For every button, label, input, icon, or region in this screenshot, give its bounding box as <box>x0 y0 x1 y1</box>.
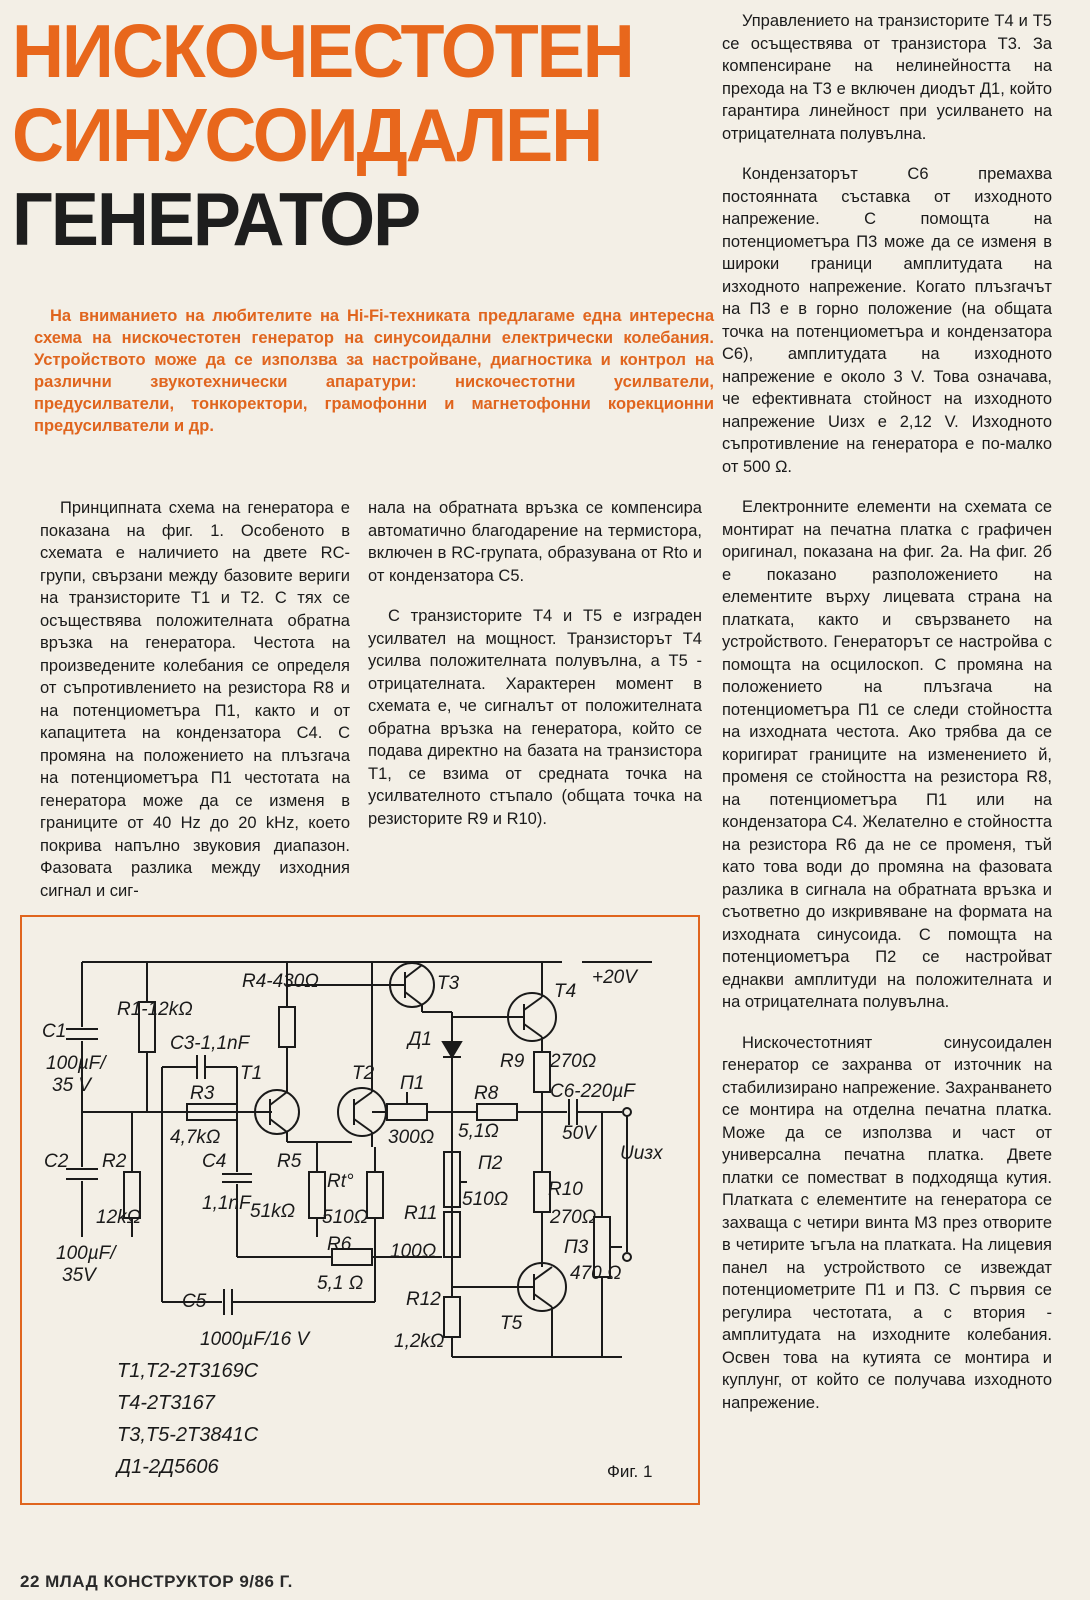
lead-paragraph: На вниманието на любителите на Hi-Fi-техниката предлагаме една интересна схема на нискочестотен генератор на синусоидални електрически колебания. Устройството може да се използва за настройване, диагностика и контрол на различни звукотехнически апаратури: нискочестотни усилватели, предусилватели, тонкоректори, грамофонни и магнетофонни корекционни предусилватели и др. <box>34 307 714 435</box>
label-r11: R11 <box>404 1203 438 1224</box>
label-c1: C1 <box>42 1021 67 1042</box>
label-c2-voltage: 35V <box>62 1265 96 1286</box>
label-r3-value: 4,7kΩ <box>170 1127 221 1148</box>
label-r5: R5 <box>277 1151 302 1172</box>
label-r11-value: 100Ω <box>390 1241 437 1262</box>
label-rt-value: 510Ω <box>322 1207 369 1228</box>
label-r9-value: 270Ω <box>550 1051 597 1072</box>
label-r12-value: 1,2kΩ <box>394 1331 445 1352</box>
label-supply: +20V <box>592 967 637 988</box>
label-p2: П2 <box>478 1153 503 1174</box>
label-r8: R8 <box>474 1083 499 1104</box>
label-c1-value: 100µF/ <box>46 1053 106 1074</box>
text-column-1 <box>40 497 350 920</box>
label-c5: C5 <box>182 1291 207 1312</box>
title-line-1: НИСКОЧЕСТОТЕН <box>12 10 633 94</box>
label-p1: П1 <box>400 1073 425 1094</box>
text-column-3 <box>722 10 1052 1432</box>
label-c3: C3-1,1nF <box>170 1033 250 1054</box>
label-p2-value: 510Ω <box>462 1189 509 1210</box>
label-uout: Uизх <box>620 1143 663 1164</box>
parts-list-item: T3,T5-2T3841C <box>117 1424 259 1446</box>
parts-list <box>115 1360 259 1478</box>
parts-list-item: T4-2T3167 <box>117 1392 215 1414</box>
label-p3: П3 <box>564 1237 589 1258</box>
label-c4: C4 <box>202 1151 227 1172</box>
circuit-figure <box>20 915 700 1505</box>
label-c1-voltage: 35 V <box>52 1075 92 1096</box>
col2-paragraph-2: С транзисторите T4 и T5 е изграден усилвател на мощност. Транзисторът T4 усилва положителната полувълна, а T5 - отрицателната. Характерен момент в схемата е, че сигналът от положителната обратна връзка на генератора, който се подава директно на базата на транзистора T1, се взима от средната точка на усилвателното стъпало (общата точка на резисторите R9 и R10). <box>368 607 702 828</box>
page-footer: 22 МЛАД КОНСТРУКТОР 9/86 Г. <box>20 1572 293 1591</box>
label-r2: R2 <box>102 1151 127 1172</box>
label-t1: T1 <box>240 1063 263 1084</box>
col1-paragraph-1: Принципната схема на генератора е показана на фиг. 1. Особеното в схемата е наличието на двете RC-групи, свързани между базовите вериги на транзисторите T1 и T2. С тях се осъществява положителната обратна връзка на генератора. Честота на произведените колебания се определя от съпротивлението на резистора R8 и на потенциометъра П1, както и от капацитета на кондензатора C4. С промяна на положението на плъзгача на потенциометъра П1 честотата на генератора може да се изменя в границите от 40 Hz до 20 kHz, което покрива напълно звуковия диапазон. Фазовата разлика между изходния сигнал и сиг- <box>40 499 350 900</box>
figure-caption: Фиг. 1 <box>607 1462 653 1481</box>
label-c5-value: 1000µF/16 V <box>200 1329 310 1350</box>
label-d1: Д1 <box>408 1029 432 1050</box>
label-c6-voltage: 50V <box>562 1123 596 1144</box>
label-c2: C2 <box>44 1151 69 1172</box>
label-r1: R1-12kΩ <box>117 999 193 1020</box>
label-r3: R3 <box>190 1083 215 1104</box>
label-t3: T3 <box>437 973 460 994</box>
label-r10-value: 270Ω <box>550 1207 597 1228</box>
col3-paragraph-3: Електронните елементи на схемата се монтират на печатна платка с графичен оригинал, показана на фиг. 2а. На фиг. 2б е показано разположението на елементите върху лицевата страна на платката, както и свързването на устройството. Генераторът се настройва с помощта на осцилоскоп. С промяна на положението на плъзгача на потенциометъра П1 се следи стойността на изходната честота. Ако трябва да се коригират границите на изменението й, променя се стойността на резистора R8, на потенциометъра П1 или на кондензатора C4. Желателно е стойността на резистора R6 да не се променя, тъй като това води до промяна на фазовата разлика в сигнала на обратната връзка и съответно до изкривяване на формата на изходната синусоида. С помощта на потенциометъра П2 се настройват еднакви амплитуди на положителната и на отрицателната полувълна. <box>722 498 1052 1011</box>
label-r10: R10 <box>548 1179 583 1200</box>
label-t2: T2 <box>352 1063 375 1084</box>
label-r6-value: 5,1 Ω <box>317 1273 364 1294</box>
label-r8-value: 5,1Ω <box>458 1121 499 1142</box>
label-r4: R4-430Ω <box>242 971 319 992</box>
label-r9: R9 <box>500 1051 525 1072</box>
parts-list-item: Д1-2Д5606 <box>117 1456 219 1478</box>
label-c2-value: 100µF/ <box>56 1243 116 1264</box>
schematic-wires <box>66 962 652 1357</box>
label-r5-value: 51kΩ <box>250 1201 296 1222</box>
label-p3-value: 470 Ω <box>570 1263 622 1284</box>
label-r2-value: 12kΩ <box>96 1207 142 1228</box>
label-r6: R6 <box>327 1234 352 1255</box>
label-rt: Rt° <box>327 1171 354 1192</box>
col3-paragraph-4: Нискочестотният синусоидален генератор се захранва от източник на стабилизирано напрежение. Захранването се монтира на отделна печатна платка. Може да се използва и част от универсална печатна платка. Двете платки се поместват в подходяща кутия. Платката с елементите на генератора се захваща с четири винта M3 през отворите в четирите ъгъла на платката. На лицевия панел на устройството се извеждат потенциометрите П1 и П3. С първия се регулира честотата, а с втория - амплитудата на изходните колебания. Освен това на кутията се монтира и куплунг, от който се получава изходното напрежение. <box>722 1033 1052 1412</box>
parts-list-item: T1,T2-2T3169C <box>117 1360 259 1382</box>
text-column-2 <box>368 497 702 848</box>
label-c4-value: 1,1nF <box>202 1193 251 1214</box>
title-line-2: СИНУСОИДАЛЕН <box>12 94 602 178</box>
label-r12: R12 <box>406 1289 441 1310</box>
col3-paragraph-2: Кондензаторът C6 премахва постоянната съставка от изходното напрежение. С помощта на потенциометъра П3 може да се изменя в широки граници амплитудата на изходното напрежение. Когато плъзгачът на П3 е в горно положение (на общата точка на потенциометъра и кондензатора C6), амплитудата на изходното напрежение е около 3 V. Това означава, че ефективната стойност на изходното напрежение Uизх е 2,12 V. Изходното съпротивление на генератора е по-малко от 500 Ω. <box>722 165 1052 476</box>
label-p1-value: 300Ω <box>388 1127 435 1148</box>
title-line-3: ГЕНЕРАТОР <box>12 178 420 262</box>
schematic-labels <box>42 967 664 1352</box>
label-t4: T4 <box>554 981 577 1002</box>
col3-paragraph-1: Управлението на транзисторите T4 и T5 се осъществява от транзистора T3. За компенсиране на нелинейността на прехода на T3 е включен диодът Д1, който гарантира линейност при усилването на отрицателната полувълна. <box>722 12 1052 143</box>
label-t5: T5 <box>500 1313 523 1334</box>
article-title <box>12 10 633 262</box>
label-c6: C6-220µF <box>550 1081 635 1102</box>
circuit-schematic <box>22 917 698 1503</box>
col2-paragraph-1: нала на обратната връзка се компенсира автоматично благодарение на термистора, включен в RC-групата, образувана от Rto и от кондензатора C5. <box>368 499 702 585</box>
